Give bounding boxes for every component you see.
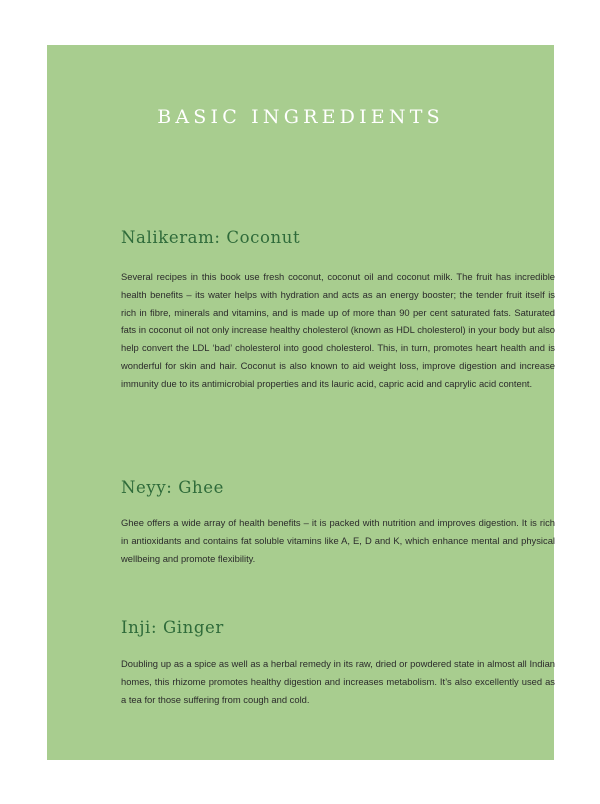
section-ginger: [121, 618, 555, 708]
page-title: BASIC INGREDIENTS: [157, 105, 444, 128]
section-body: Ghee offers a wide array of health benefits – it is packed with nutrition and improves digestion. It is rich in antioxidants and contains fat soluble vitamins like A, E, D and K, which enhance mental and physical wellbeing and promote flexibility.: [121, 517, 555, 564]
section-heading: Neyy: Ghee: [121, 478, 224, 497]
section-heading: Nalikeram: Coconut: [121, 228, 301, 247]
page-panel: [47, 45, 554, 760]
section-coconut: [121, 228, 555, 393]
section-ghee: [121, 478, 555, 567]
section-heading: Inji: Ginger: [121, 618, 224, 637]
section-body: Several recipes in this book use fresh coconut, coconut oil and coconut milk. The fruit has incredible health benefits – its water helps with hydration and acts as an energy booster; the tender fruit itself is rich in fibre, minerals and vitamins, and is made up of more than 90 per cent saturated fats. Saturated fats in coconut oil not only increase healthy cholesterol (known as HDL cholesterol) in your body but also help convert the LDL ‘bad’ cholesterol into good cholesterol. This, in turn, promotes heart health and is wonderful for skin and hair. Coconut is also known to aid weight loss, improve digestion and increase immunity due to its antimicrobial properties and its lauric acid, capric acid and caprylic acid content.: [121, 271, 555, 389]
section-body: Doubling up as a spice as well as a herbal remedy in its raw, dried or powdered state in almost all Indian homes, this rhizome promotes healthy digestion and increases metabolism. It’s also excellently used as a tea for those suffering from cough and cold.: [121, 658, 555, 705]
